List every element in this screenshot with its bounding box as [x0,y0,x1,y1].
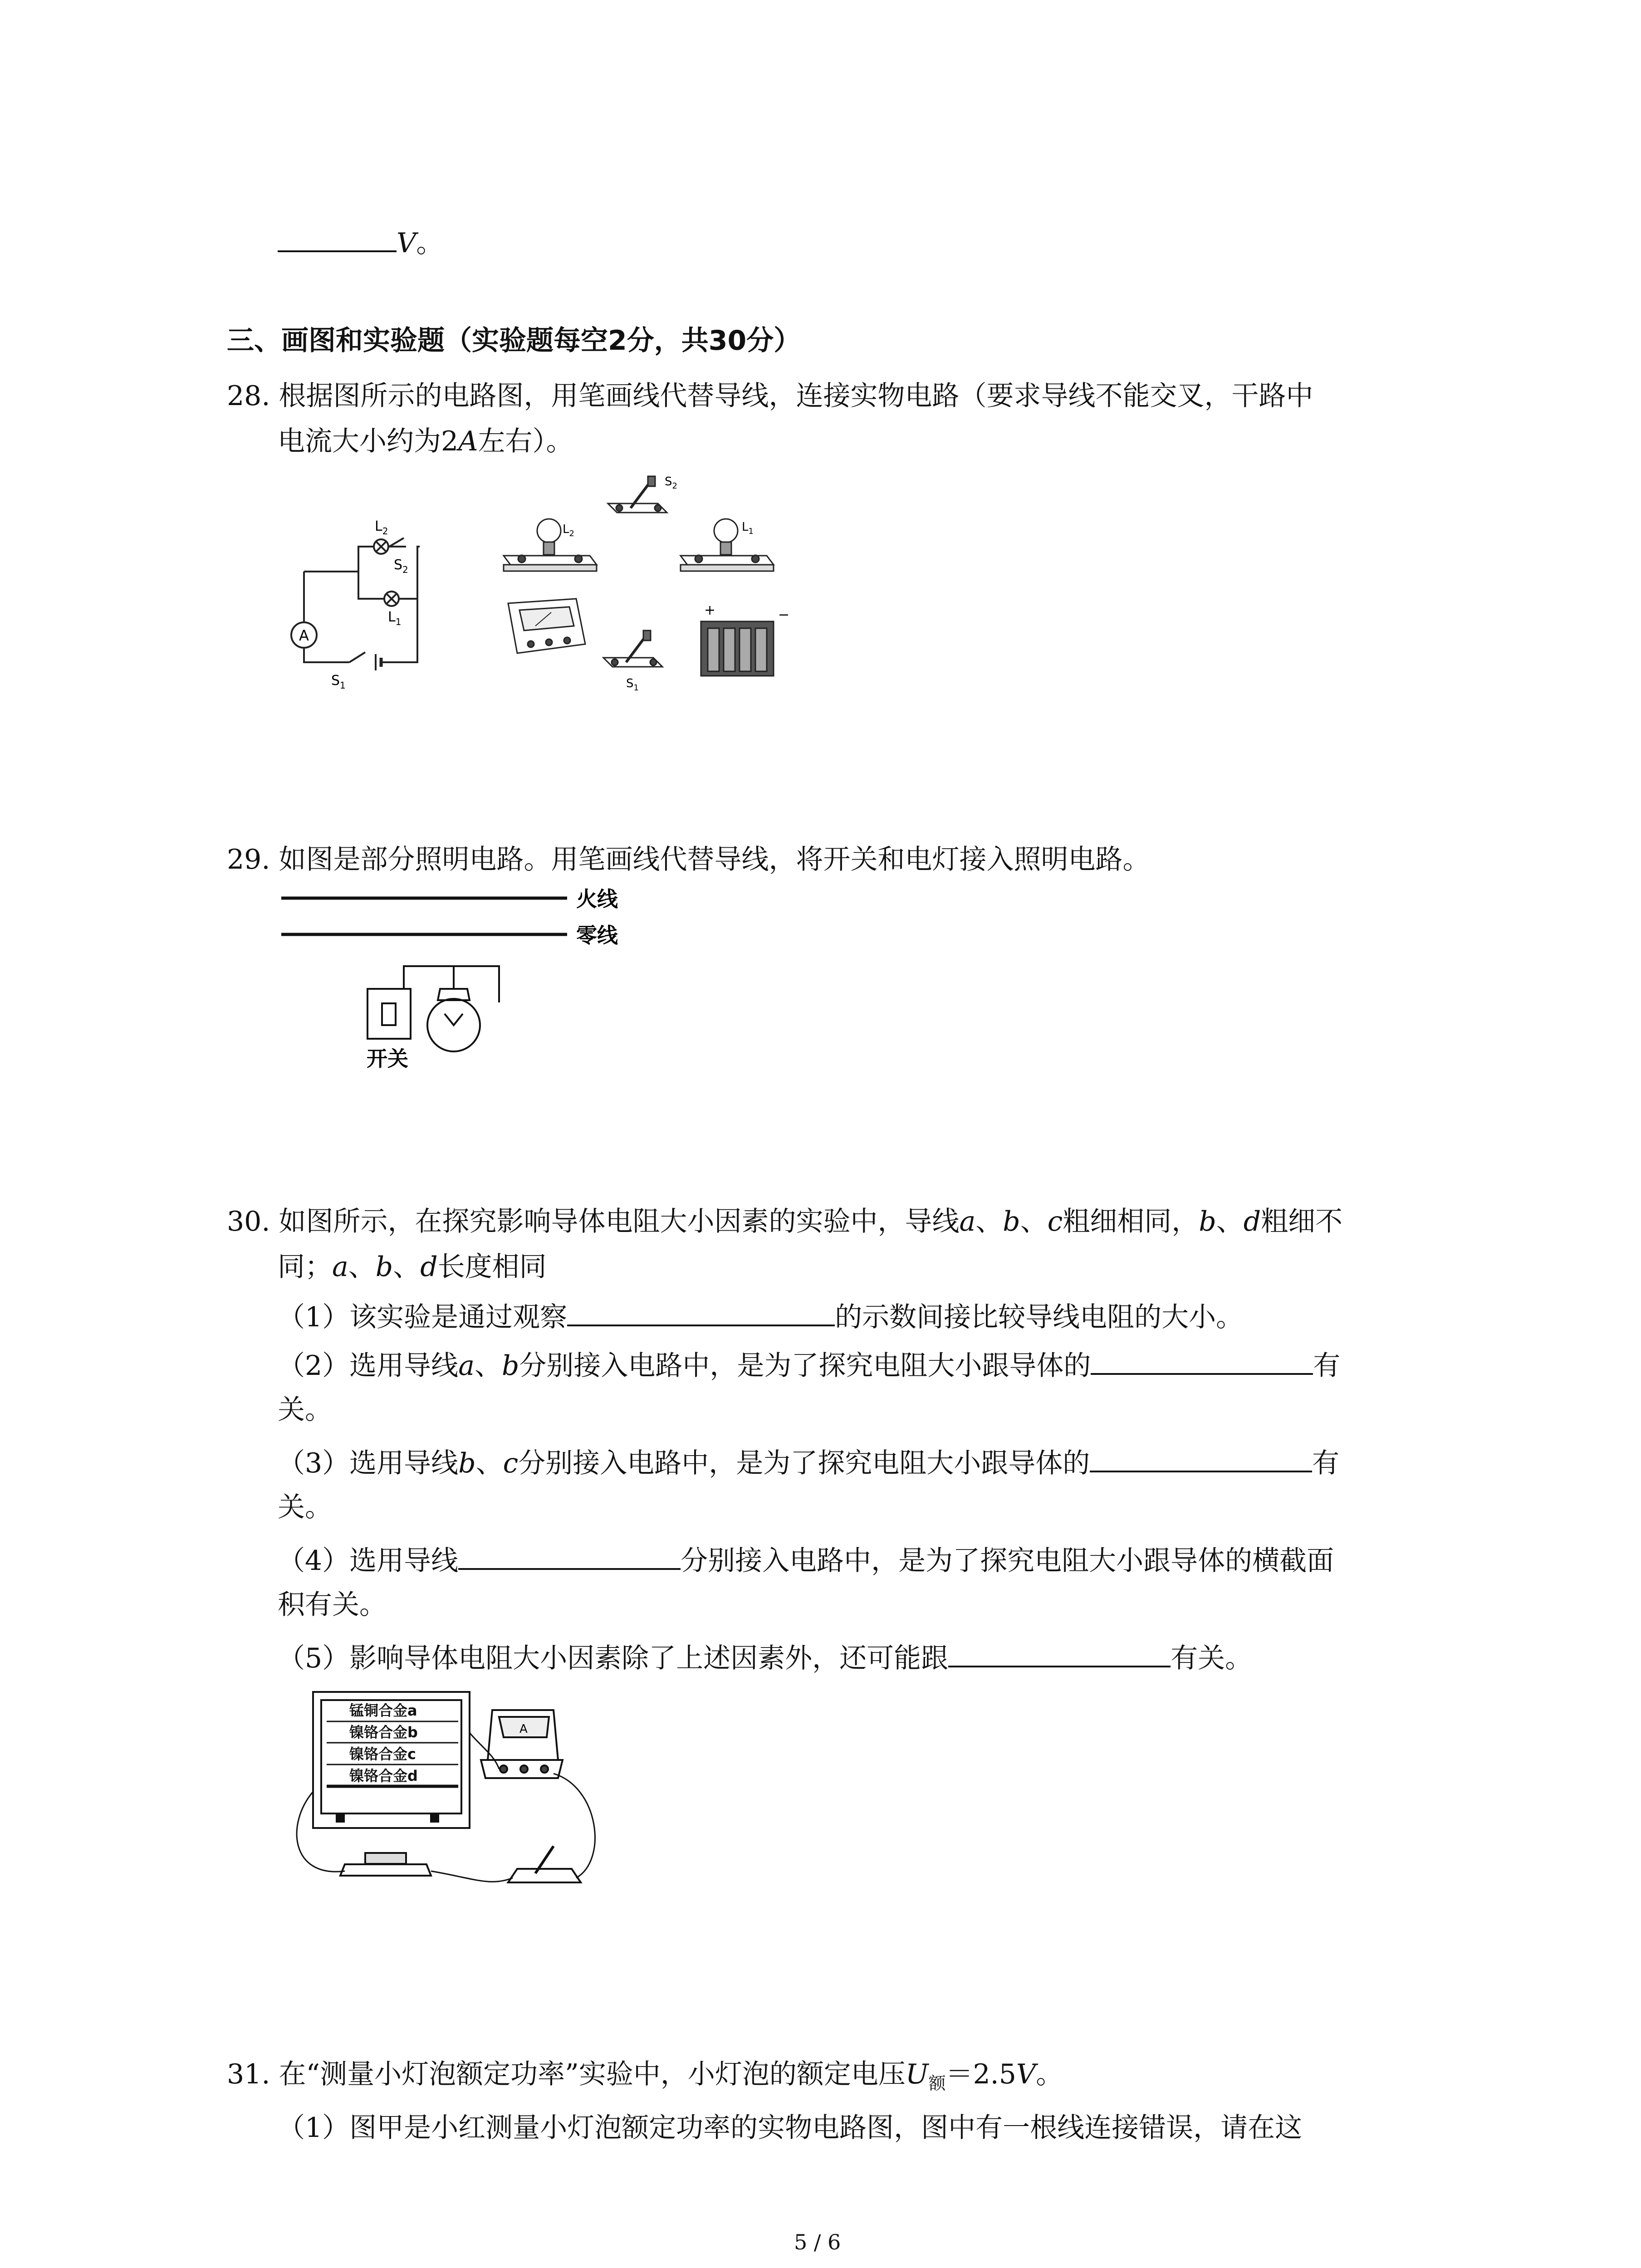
section-3-title: 三、画图和实验题（实验题每空2分，共30分） [227,325,801,357]
q30-part2-cont: 关。 [278,1394,332,1426]
q28-line1 [227,376,1313,415]
q30-part2: （2）选用导线a、b分别接入电路中，是为了探究电阻大小跟导体的 有 [278,1345,1340,1385]
q30-experiment-figure [281,1687,608,1914]
q29-number: 29. [227,844,270,875]
q28-label-L2: $L_2$ [375,518,388,537]
q28-text-1: 根据图所示的电路图，用笔画线代替导线，连接实物电路（要求导线不能交叉，干路中 [279,380,1313,412]
q30-part3: （3）选用导线b、c分别接入电路中，是为了探究电阻大小跟导体的 有 [278,1442,1339,1483]
q28-comp-label-S1: $S_1$ [626,677,639,693]
q30-meter-label: A [519,1722,528,1736]
q28-label-S2: $S_2$ [394,557,408,575]
q28-label-S1: $S_1$ [331,673,346,691]
q28-circuit-diagram [272,508,472,689]
q29-switch-label: 开关 [367,1046,408,1071]
q28-label-ammeter: A [299,627,309,644]
q28-number: 28. [227,380,270,412]
q30-part4-cont: 积有关。 [278,1589,387,1621]
q28-comp-label-L1: $L_1$ [742,520,754,536]
q29-line1: 29. 如图是部分照明电路。用笔画线代替导线，将开关和电灯接入照明电路。 [227,844,1150,875]
q30-number: 30. [227,1206,270,1237]
page-number: 5 / 6 [794,2230,841,2254]
q29-neutral-label: 零线 [576,923,618,948]
q30-part1: （1）该实验是通过观察 的示数间接比较导线电阻的大小。 [278,1296,1243,1337]
q28-comp-label-S2: $S_2$ [665,475,677,491]
q30-wire-label-d: 镍铬合金d [349,1767,418,1784]
q28-components [495,463,803,703]
q27-blank [278,222,397,252]
q30-blank-2 [1091,1345,1313,1375]
q31-line1: 31. 在“测量小灯泡额定功率”实验中，小灯泡的额定电压$U_额=2.5V$。 [227,2058,1063,2093]
q27-answer-line [278,222,443,263]
q31-part1: （1）图甲是小红测量小灯泡额定功率的实物电路图，图中有一根线连接错误，请在这 [278,2112,1303,2144]
q30-blank-4 [458,1540,681,1570]
q28-battery-minus: − [778,607,790,623]
q28-line2: 电流大小约为2A左右）。 [278,425,573,457]
q27-end: 。 [416,227,444,259]
q28-comp-label-L2: $L_2$ [563,523,574,538]
q30-wire-label-c: 镍铬合金c [349,1745,416,1763]
q30-part3-cont: 关。 [278,1491,332,1523]
q27-unit: V [397,227,416,259]
q28-label-L1: $L_1$ [388,609,402,627]
q28-battery-plus: + [704,602,716,618]
q30-wire-label-b: 镍铬合金b [349,1724,418,1741]
q30-part5: （5）影响导体电阻大小因素除了上述因素外，还可能跟 有关。 [278,1637,1252,1678]
q30-blank-3 [1090,1442,1312,1472]
q30-line2: 同；a、b、d长度相同 [278,1251,547,1283]
q29-lighting-circuit [277,885,622,1075]
q30-blank-1 [567,1296,835,1326]
q30-part4: （4）选用导线 分别接入电路中，是为了探究电阻大小跟导体的横截面 [278,1540,1334,1580]
q31-number: 31. [227,2058,270,2090]
q30-line1: 30. 如图所示，在探究影响导体电阻大小因素的实验中，导线a、b、c粗细相同，b、d粗细不 [227,1206,1343,1237]
q29-live-label: 火线 [576,887,618,911]
q30-blank-5 [948,1637,1171,1667]
q30-wire-label-a: 锰铜合金a [349,1702,417,1719]
